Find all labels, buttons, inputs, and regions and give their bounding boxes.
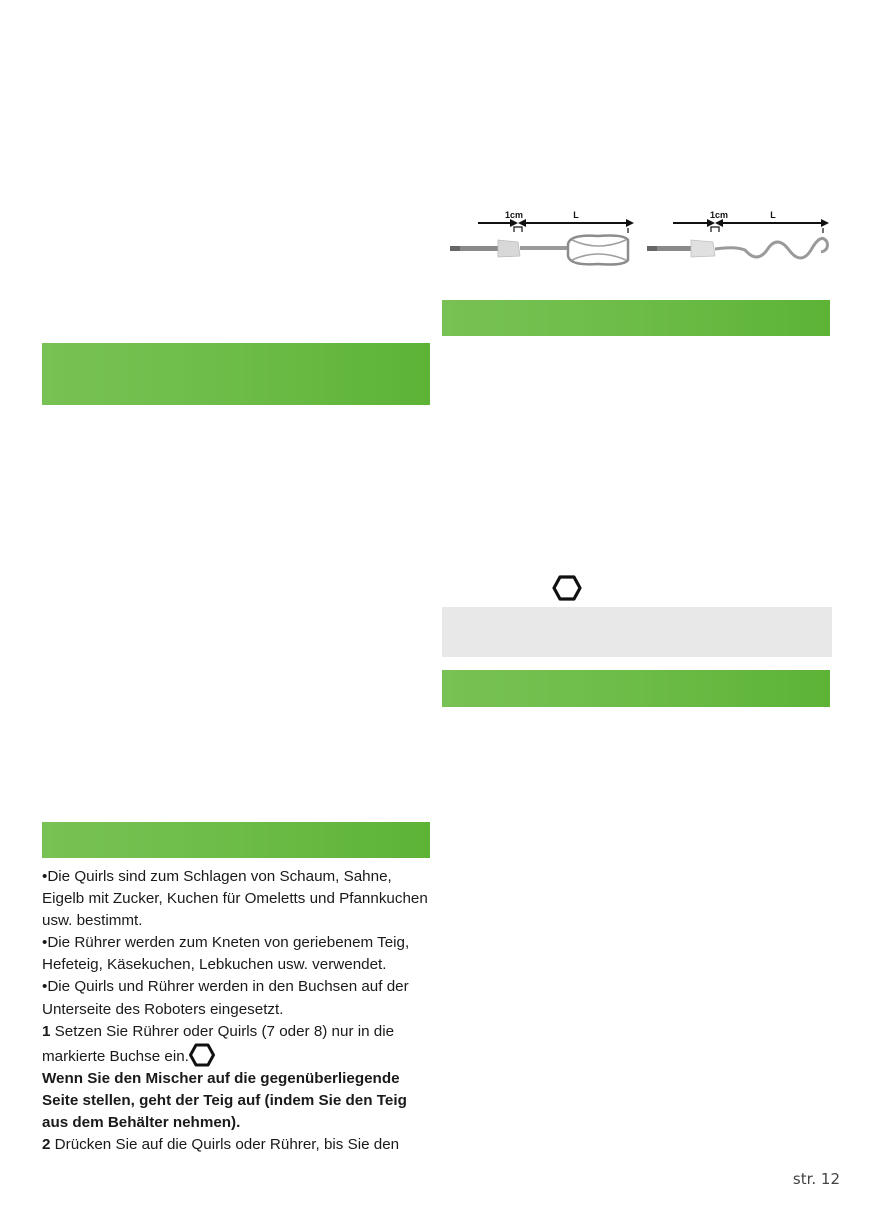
section-header-bar-4 bbox=[442, 670, 830, 707]
bullet-whisks: •Die Quirls sind zum Schlagen von Schaum, Sahne, Eigelb mit Zucker, Kuchen für Omeletts und Pfannkuchen usw. bestimmt. bbox=[42, 868, 428, 930]
step-2 bbox=[42, 1134, 434, 1156]
socket-hexagon-icon bbox=[552, 574, 582, 602]
hook-dim-small-label: 1cm bbox=[709, 210, 729, 220]
note-box bbox=[442, 607, 832, 657]
usage-text-block bbox=[42, 866, 434, 1156]
hook-dimension-figure bbox=[645, 206, 835, 276]
warning-note: Wenn Sie den Mischer auf die gegenüberliegende Seite stellen, geht der Teig auf (indem Sie den Teig aus dem Behälter nehmen). bbox=[42, 1069, 407, 1132]
section-header-bar-3 bbox=[442, 300, 830, 336]
page-number: str. 12 bbox=[792, 1170, 840, 1188]
beater-dim-large-label: L bbox=[573, 210, 579, 220]
step-1-number: 1 bbox=[42, 1022, 51, 1040]
bullet-hooks: •Die Rührer werden zum Kneten von geriebenem Teig, Hefeteig, Käsekuchen, Lebkuchen usw. verwendet. bbox=[42, 934, 410, 974]
step-1-text: Setzen Sie Rührer oder Quirls (7 oder 8) nur in die markierte Buchse ein. bbox=[42, 1022, 395, 1065]
step-2-number: 2 bbox=[42, 1136, 51, 1154]
hook-dim-large-label: L bbox=[770, 210, 776, 220]
section-header-bar-2 bbox=[42, 822, 430, 858]
marked-socket-icon bbox=[189, 1043, 215, 1067]
bullet-sockets: •Die Quirls und Rührer werden in den Buchsen auf der Unterseite des Roboters eingesetzt. bbox=[42, 978, 409, 1018]
section-header-bar-1 bbox=[42, 343, 430, 405]
step-1 bbox=[42, 1021, 434, 1068]
beater-dimension-figure bbox=[448, 206, 638, 276]
step-2-text: Drücken Sie auf die Quirls oder Rührer, bis Sie den bbox=[50, 1136, 400, 1154]
beater-dim-small-label: 1cm bbox=[504, 210, 524, 220]
